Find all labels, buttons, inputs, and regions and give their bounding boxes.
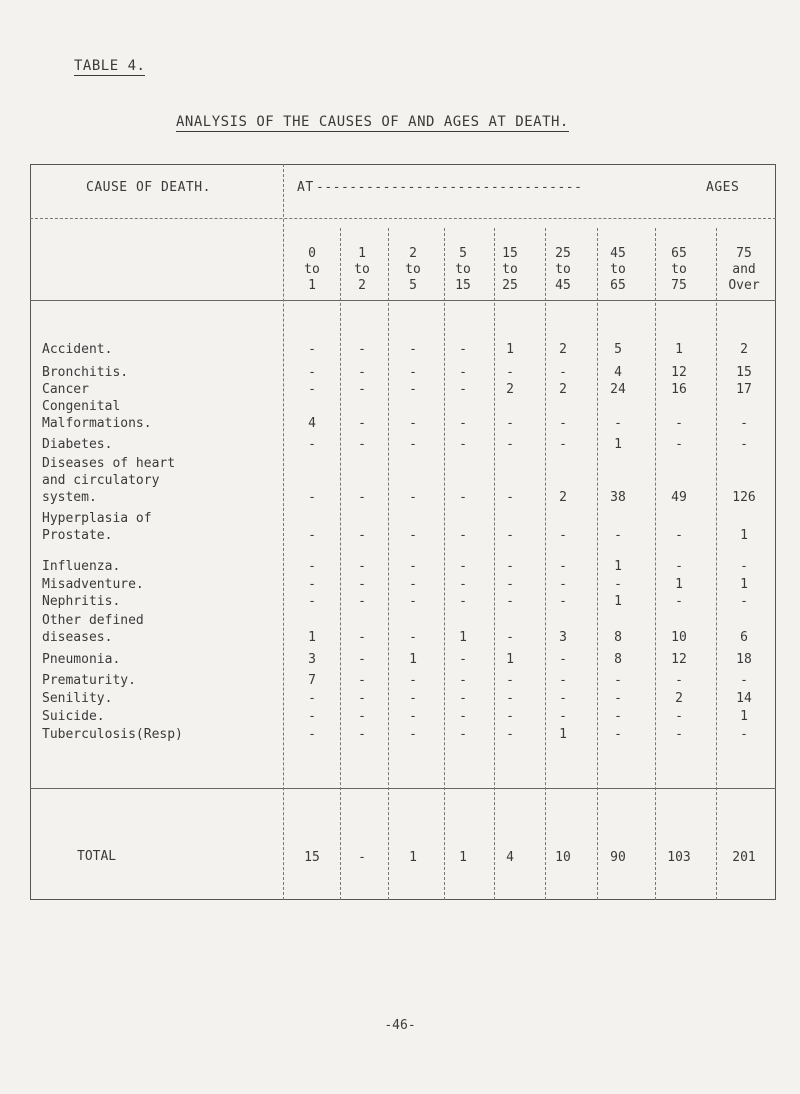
table-cell: - [506, 365, 514, 380]
age-group-header: 75 and Over [728, 246, 760, 293]
table-cell: - [675, 594, 683, 609]
table-cell: 1 [308, 630, 316, 645]
table-cell: - [675, 437, 683, 452]
table-cell: - [409, 416, 417, 431]
table-cell: - [459, 365, 467, 380]
table-cell: - [559, 652, 567, 667]
table-cell: - [358, 727, 366, 742]
table-cell: - [614, 416, 622, 431]
table-cell: - [409, 727, 417, 742]
table-cell: - [358, 673, 366, 688]
table-cell: - [559, 416, 567, 431]
table-cell: - [459, 691, 467, 706]
table-cell: - [358, 594, 366, 609]
cause-label: Influenza. [42, 559, 121, 574]
table-cell: 4 [308, 416, 316, 431]
table-cell: 6 [740, 630, 748, 645]
table-cell: - [675, 559, 683, 574]
table-cell: - [308, 594, 316, 609]
table-cell: 17 [736, 382, 752, 397]
cause-label: Other defined diseases. [42, 613, 144, 645]
table-cell: - [740, 437, 748, 452]
table-cell: - [409, 342, 417, 357]
table-cell: - [409, 577, 417, 592]
table-cell: - [614, 691, 622, 706]
table-cell: - [459, 577, 467, 592]
age-group-header: 5 to 15 [455, 246, 471, 293]
table-cell: - [740, 559, 748, 574]
age-group-header: 1 to 2 [354, 246, 370, 293]
table-cell: 24 [610, 382, 626, 397]
table-cell: - [409, 691, 417, 706]
table-cell: - [506, 727, 514, 742]
total-cell: - [358, 850, 366, 865]
cause-label: Hyperplasia of Prostate. [42, 511, 152, 543]
table-cell: - [506, 709, 514, 724]
table-cell: - [459, 727, 467, 742]
table-cell: - [559, 528, 567, 543]
table-cell: - [459, 652, 467, 667]
table-cell: 1 [506, 652, 514, 667]
table-cell: - [409, 630, 417, 645]
cause-label: Tuberculosis(Resp) [42, 727, 183, 742]
table-cell: - [740, 416, 748, 431]
table-cell: - [675, 528, 683, 543]
table-cell: - [459, 382, 467, 397]
table-cell: - [559, 691, 567, 706]
table-cell: 1 [740, 528, 748, 543]
table-cell: - [459, 490, 467, 505]
table-cell: - [506, 437, 514, 452]
table-cell: - [308, 709, 316, 724]
total-cell: 103 [667, 850, 691, 865]
table-cell: - [506, 416, 514, 431]
table-cell: - [358, 342, 366, 357]
table-cell: 1 [614, 559, 622, 574]
cause-label: Accident. [42, 342, 113, 357]
age-group-header: 2 to 5 [405, 246, 421, 293]
cause-label: Bronchitis. [42, 365, 129, 380]
table-cell: - [409, 673, 417, 688]
table-label: TABLE 4. [74, 58, 146, 74]
cause-label: Senility. [42, 691, 113, 706]
table-cell: 2 [506, 382, 514, 397]
table-cell: - [308, 559, 316, 574]
table-cell: - [308, 342, 316, 357]
table-cell: - [740, 727, 748, 742]
column-header-divider [30, 300, 776, 301]
page-title: ANALYSIS OF THE CAUSES OF AND AGES AT DEATH. [176, 114, 569, 130]
table-cell: 10 [671, 630, 687, 645]
table-cell: 15 [736, 365, 752, 380]
table-cell: - [308, 727, 316, 742]
table-cell: 1 [559, 727, 567, 742]
table-cell: - [506, 594, 514, 609]
total-cell: 1 [459, 850, 467, 865]
age-group-header: 15 to 25 [502, 246, 518, 293]
table-cell: - [675, 709, 683, 724]
total-divider [30, 788, 776, 789]
table-cell: - [614, 528, 622, 543]
table-cell: 12 [671, 365, 687, 380]
table-cell: - [358, 365, 366, 380]
table-cell: - [459, 528, 467, 543]
table-cell: - [459, 342, 467, 357]
table-cell: - [308, 691, 316, 706]
table-cell: - [409, 490, 417, 505]
cause-header: CAUSE OF DEATH. [86, 180, 211, 195]
table-cell: - [409, 382, 417, 397]
total-cell: 201 [732, 850, 756, 865]
at-header: AT [297, 180, 314, 195]
cause-label: Nephritis. [42, 594, 121, 609]
cause-label: Cancer [42, 382, 89, 397]
table-cell: - [358, 559, 366, 574]
table-cell: 49 [671, 490, 687, 505]
table-cell: - [358, 630, 366, 645]
total-cell: 4 [506, 850, 514, 865]
table-cell: 1 [675, 577, 683, 592]
table-cell: - [459, 416, 467, 431]
table-cell: - [506, 528, 514, 543]
table-cell: - [308, 382, 316, 397]
table-cell: - [459, 673, 467, 688]
table-cell: 1 [506, 342, 514, 357]
total-cell: 15 [304, 850, 320, 865]
table-cell: - [559, 365, 567, 380]
table-cell: 4 [614, 365, 622, 380]
cause-label: Congenital Malformations. [42, 399, 152, 431]
table-cell: - [506, 673, 514, 688]
table-cell: 2 [559, 342, 567, 357]
total-cell: 1 [409, 850, 417, 865]
table-cell: - [358, 691, 366, 706]
table-cell: - [559, 559, 567, 574]
table-cell: - [358, 382, 366, 397]
table-cell: 3 [308, 652, 316, 667]
table-cell: - [559, 594, 567, 609]
cause-label: Prematurity. [42, 673, 136, 688]
table-cell: - [675, 673, 683, 688]
table-cell: - [559, 673, 567, 688]
table-cell: - [614, 577, 622, 592]
table-cell: - [409, 437, 417, 452]
table-cell: - [506, 559, 514, 574]
table-cell: - [358, 490, 366, 505]
table-cell: - [308, 365, 316, 380]
cause-label: Diseases of heart and circulatory system. [42, 456, 176, 505]
table-cell: 12 [671, 652, 687, 667]
table-cell: 2 [740, 342, 748, 357]
table-cell: 16 [671, 382, 687, 397]
cause-label: Suicide. [42, 709, 105, 724]
table-cell: 3 [559, 630, 567, 645]
table-cell: - [506, 577, 514, 592]
cause-label: Misadventure. [42, 577, 144, 592]
table-cell: - [358, 709, 366, 724]
table-cell: 1 [614, 594, 622, 609]
ages-header: AGES [706, 180, 740, 195]
table-cell: 7 [308, 673, 316, 688]
table-cell: - [740, 594, 748, 609]
table-cell: - [459, 437, 467, 452]
table-cell: - [675, 727, 683, 742]
table-cell: - [614, 673, 622, 688]
table-cell: - [506, 691, 514, 706]
table-cell: 5 [614, 342, 622, 357]
total-cell: 10 [555, 850, 571, 865]
table-cell: 8 [614, 652, 622, 667]
table-cell: - [459, 709, 467, 724]
total-cell: 90 [610, 850, 626, 865]
table-cell: 1 [409, 652, 417, 667]
table-cell: - [409, 559, 417, 574]
header-divider [30, 218, 776, 219]
table-cell: - [358, 437, 366, 452]
table-cell: - [308, 577, 316, 592]
table-cell: 14 [736, 691, 752, 706]
table-cell: - [506, 630, 514, 645]
age-group-header: 25 to 45 [555, 246, 571, 293]
table-cell: - [459, 594, 467, 609]
table-cell: - [409, 594, 417, 609]
table-cell: 2 [675, 691, 683, 706]
table-cell: - [409, 528, 417, 543]
age-group-header: 45 to 65 [610, 246, 626, 293]
table-cell: 1 [675, 342, 683, 357]
table-cell: 126 [732, 490, 756, 505]
table-cell: - [308, 437, 316, 452]
table-cell: - [409, 365, 417, 380]
table-cell: - [358, 416, 366, 431]
table-cell: - [740, 673, 748, 688]
table-cell: - [559, 709, 567, 724]
table-cell: 1 [740, 709, 748, 724]
table-cell: - [559, 577, 567, 592]
table-cell: - [459, 559, 467, 574]
at-ages-dashes: -------------------------------- [316, 180, 583, 195]
table-cell: - [308, 490, 316, 505]
table-cell: 1 [614, 437, 622, 452]
table-cell: - [358, 652, 366, 667]
table-cell: - [308, 528, 316, 543]
table-cell: - [358, 577, 366, 592]
table-cell: - [358, 528, 366, 543]
age-group-header: 65 to 75 [671, 246, 687, 293]
table-cell: 1 [740, 577, 748, 592]
table-cell: 8 [614, 630, 622, 645]
table-cell: 2 [559, 490, 567, 505]
total-label: TOTAL [77, 849, 117, 864]
table-cell: - [506, 490, 514, 505]
table-cell: - [409, 709, 417, 724]
table-cell: - [559, 437, 567, 452]
table-cell: 2 [559, 382, 567, 397]
table-cell: 18 [736, 652, 752, 667]
table-cell: 1 [459, 630, 467, 645]
table-cell: - [675, 416, 683, 431]
cause-label: Pneumonia. [42, 652, 121, 667]
page-number: -46- [384, 1018, 416, 1033]
age-group-header: 0 to 1 [304, 246, 320, 293]
table-cell: 38 [610, 490, 626, 505]
table-cell: - [614, 709, 622, 724]
table-cell: - [614, 727, 622, 742]
cause-label: Diabetes. [42, 437, 113, 452]
